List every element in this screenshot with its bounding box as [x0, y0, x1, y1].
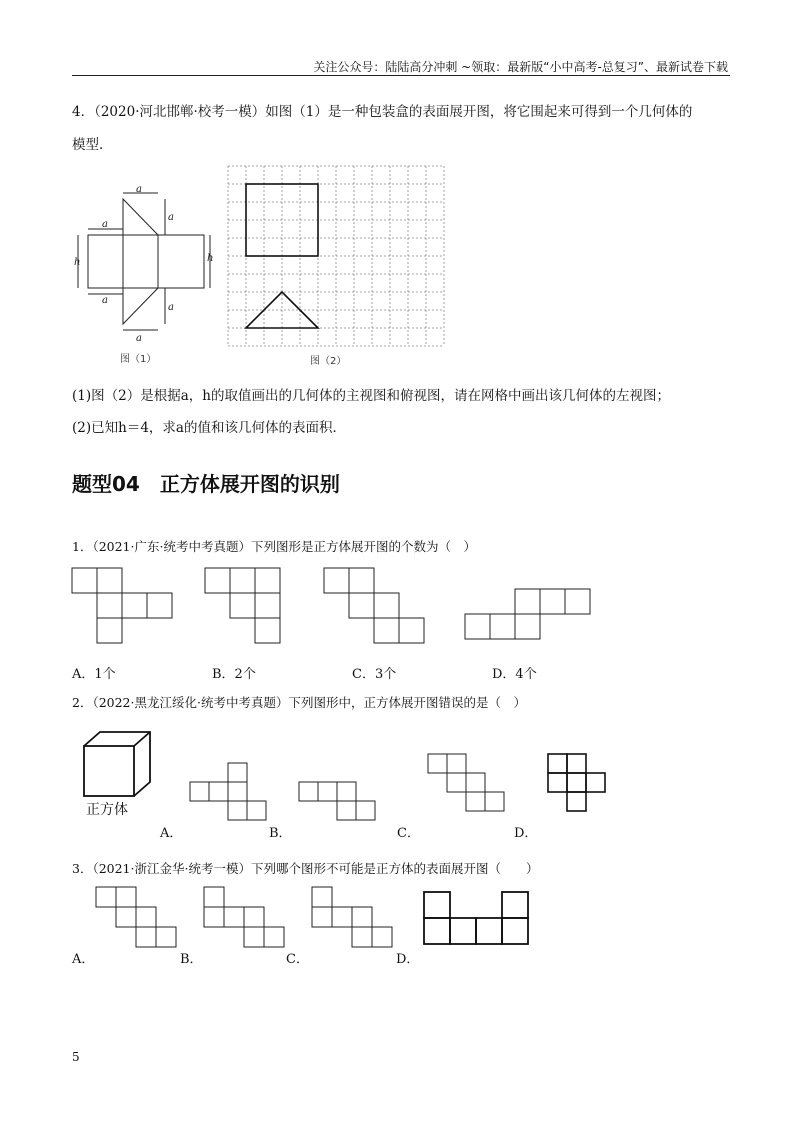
q2-cube — [82, 730, 162, 820]
q3-option-b[interactable]: B． — [180, 952, 203, 967]
label-a-bottom-left: a — [102, 295, 108, 306]
q3-net-b — [204, 887, 294, 952]
q3-net-d — [424, 892, 534, 952]
q3-stem: 3．（2021·浙江金华·统考一模）下列哪个图形不可能是正方体的表面展开图（ ） — [72, 861, 539, 876]
q4-part1: (1)图（2）是根据a，h的取值画出的几何体的主视图和俯视图，请在网格中画出该几何体的左视图； — [72, 388, 670, 404]
q1-stem: 1．（2021·广东·统考中考真题）下列图形是正方体展开图的个数为（ ） — [72, 539, 476, 554]
q3-option-a[interactable]: A． — [72, 952, 95, 967]
q4-part2: (2)已知h＝4，求a的值和该几何体的表面积． — [72, 420, 346, 436]
page-number: 5 — [72, 1050, 80, 1064]
label-a-left: a — [102, 219, 108, 230]
label-a-top: a — [136, 184, 142, 195]
label-h-right: h — [207, 253, 214, 264]
q2-option-d[interactable]: D． — [514, 826, 538, 841]
figure-2-caption: 图（2） — [310, 356, 347, 367]
q1-option-b[interactable]: B．2个 — [212, 667, 256, 682]
label-h-left: h — [74, 257, 81, 268]
q3-option-c[interactable]: C． — [286, 952, 309, 967]
q1-net-c — [324, 568, 434, 648]
q1-option-a[interactable]: A．1个 — [72, 667, 116, 682]
figure-1-net — [70, 185, 220, 365]
section-title: 题型04 正方体展开图的识别 — [72, 472, 340, 496]
q2-net-d — [548, 754, 618, 829]
figure-1-caption: 图（1） — [120, 354, 157, 365]
q3-net-c — [312, 887, 402, 952]
q1-net-b — [205, 568, 285, 648]
q2-stem: 2．（2022·黑龙江绥化·统考中考真题）下列图形中，正方体展开图错误的是（ ） — [72, 695, 526, 710]
q1-net-a — [72, 568, 182, 648]
q2-option-c[interactable]: C． — [397, 826, 420, 841]
q2-net-c — [428, 754, 518, 829]
q2-net-a — [190, 763, 270, 823]
page-header: 关注公众号：陆陆高分冲刺 ~领取：最新版“小中高考-总复习”、最新试卷下载 — [313, 60, 728, 74]
q2-option-b[interactable]: B． — [269, 826, 292, 841]
q1-net-d — [465, 589, 595, 644]
cube-label: 正方体 — [86, 802, 128, 818]
label-a-right-bottom: a — [168, 302, 174, 313]
q3-option-d[interactable]: D． — [396, 952, 420, 967]
figure-2-grid — [228, 166, 448, 371]
q4-stem-line2: 模型． — [72, 137, 113, 153]
q2-option-a[interactable]: A． — [160, 826, 183, 841]
q1-option-d[interactable]: D．4个 — [492, 667, 537, 682]
q2-net-b — [299, 782, 394, 822]
q4-stem-line1: 4．（2020·河北邯郸·校考一模）如图（1）是一种包装盒的表面展开图，将它围起来可得到一个几何体的 — [72, 104, 693, 120]
label-a-right-top: a — [168, 212, 174, 223]
label-a-bottom: a — [136, 333, 142, 344]
q3-net-a — [96, 887, 186, 952]
header-rule — [72, 75, 730, 76]
q1-option-c[interactable]: C．3个 — [352, 667, 397, 682]
